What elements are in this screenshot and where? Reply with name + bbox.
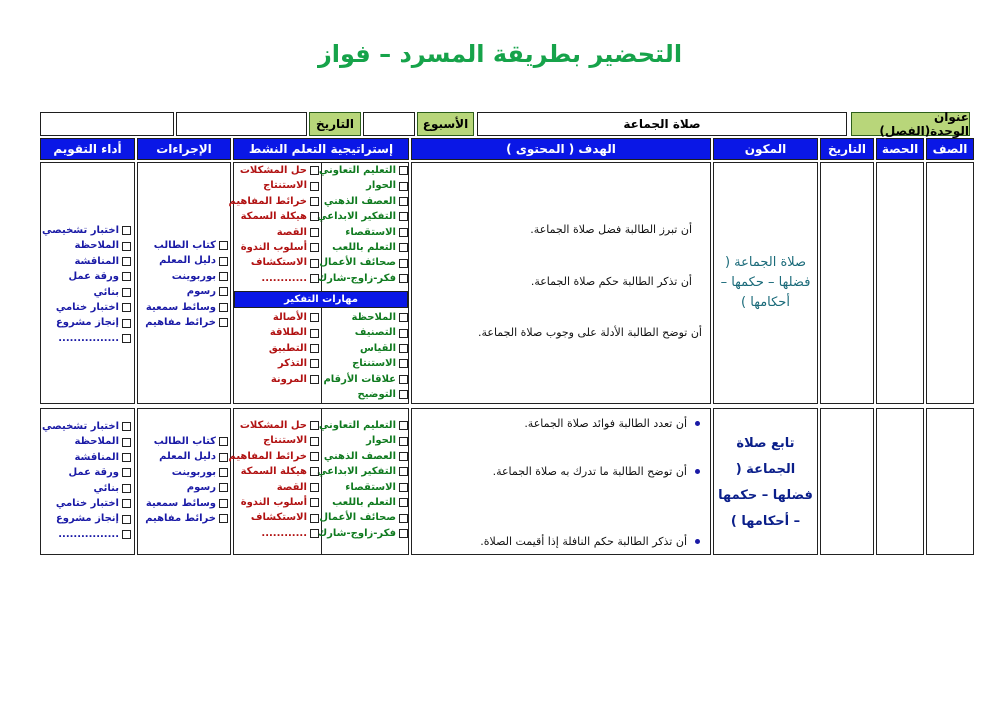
thinking-option-label: التصنيف [354, 327, 396, 339]
checkbox-icon[interactable] [399, 344, 408, 353]
checkbox-icon[interactable] [122, 422, 131, 431]
assessment-option-label: المناقشة [74, 255, 119, 267]
strategy-option-label: هيكلة السمكة [240, 211, 307, 223]
procedure-option-item [145, 300, 228, 315]
strategy-option-label: حل المشكلات [239, 165, 307, 176]
row1-objective-cell [411, 162, 711, 404]
procedure-option-item [145, 449, 228, 464]
procedure-option-item [145, 511, 228, 526]
checkbox-icon[interactable] [122, 288, 131, 297]
procedure-option-item [145, 434, 228, 449]
row1-period-cell[interactable] [876, 162, 924, 404]
thinking-option-item [323, 356, 408, 371]
strategy-option-item [317, 178, 408, 193]
row2-objective-3: أن تذكر الطالبة حكم النافلة إذا أقيمت الصلاة. [480, 535, 687, 548]
strategy-option-label: القصة [276, 481, 307, 493]
checkbox-icon[interactable] [219, 241, 228, 250]
strategy-option-label: الحوار [366, 435, 396, 447]
thinking-option-label: التوضيح [357, 389, 396, 401]
assessment-option-item [42, 465, 131, 480]
strategy-option-item [229, 495, 320, 510]
strategy-option-item [317, 225, 408, 240]
strategy-option-item [317, 271, 408, 286]
strategy-option-item [317, 526, 408, 541]
header-period: الحصة [876, 138, 924, 160]
checkbox-icon[interactable] [399, 452, 408, 461]
checkbox-icon[interactable] [399, 197, 408, 206]
date-field-2[interactable] [176, 112, 307, 136]
strategy-option-item [317, 495, 408, 510]
thinking-option-label: التذكر [277, 358, 307, 370]
checkbox-icon[interactable] [399, 359, 408, 368]
checkbox-icon[interactable] [122, 334, 131, 343]
strategy-option-label: حل المشكلات [239, 420, 307, 431]
procedure-option-item [145, 284, 228, 299]
strategy-option-label: أسلوب الندوة [240, 497, 307, 509]
strategy-option-label: التعلم باللعب [332, 497, 396, 509]
strategy-option-label: ............ [261, 272, 307, 284]
assessment-option-item [42, 511, 131, 526]
procedure-option-label: كتاب الطالب [153, 436, 216, 447]
checkbox-icon[interactable] [122, 272, 131, 281]
assessment-option-item [42, 285, 131, 300]
assessment-option-item [42, 419, 131, 434]
thinking-option-item [323, 341, 408, 356]
checkbox-icon[interactable] [399, 329, 408, 338]
checkbox-icon[interactable] [310, 452, 319, 461]
row2-component: تابع صلاة الجماعة ( فضلها – حكمها – أحكامها ) [718, 436, 813, 529]
procedure-option-label: بوربوينت [171, 466, 216, 478]
thinking-option-item [323, 372, 408, 387]
assessment-option-item [42, 300, 131, 315]
strategy-option-label: فكر-زاوج-شارك [317, 272, 396, 284]
row2-objective-1: أن تعدد الطالبة فوائد صلاة الجماعة. [524, 417, 687, 430]
thinking-option-item [269, 310, 319, 325]
procedure-option-label: خرائط مفاهيم [145, 317, 216, 329]
checkbox-icon[interactable] [310, 182, 319, 191]
assessment-option-label: المناقشة [74, 451, 119, 463]
row1-strategy-list-2 [229, 163, 320, 286]
strategy-option-item [229, 225, 320, 240]
strategy-option-label: العصف الذهني [323, 450, 396, 462]
procedure-option-label: رسوم [186, 286, 216, 298]
checkbox-icon[interactable] [399, 390, 408, 399]
assessment-option-item [42, 223, 131, 238]
checkbox-icon[interactable] [399, 166, 408, 175]
row2-objective-cell [411, 408, 711, 555]
checkbox-icon[interactable] [399, 182, 408, 191]
assessment-option-label: ................ [58, 528, 119, 540]
strategy-option-label: أسلوب الندوة [240, 242, 307, 254]
checkbox-icon[interactable] [399, 313, 408, 322]
checkbox-icon[interactable] [219, 468, 228, 477]
strategy-option-item [317, 433, 408, 448]
procedure-option-label: رسوم [186, 482, 216, 494]
checkbox-icon[interactable] [122, 530, 131, 539]
procedure-option-item [145, 465, 228, 480]
checkbox-icon[interactable] [310, 498, 319, 507]
checkbox-icon[interactable] [310, 243, 319, 252]
header-procedures: الإجراءات [137, 138, 231, 160]
row1-objective-2: أن تذكر الطالبة حكم صلاة الجماعة. [530, 275, 692, 288]
strategy-option-label: فكر-زاوج-شارك [317, 527, 396, 539]
strategy-option-label: التعليم التعاوني [318, 420, 396, 431]
checkbox-icon[interactable] [310, 344, 319, 353]
assessment-option-label: بنائي [93, 286, 119, 298]
strategy-option-label: الاستنتاج [263, 180, 307, 192]
checkbox-icon[interactable] [122, 453, 131, 462]
row1-grade-cell[interactable] [926, 162, 974, 404]
date-label: التاريخ [309, 112, 361, 136]
checkbox-icon[interactable] [122, 499, 131, 508]
procedure-option-label: خرائط مفاهيم [145, 513, 216, 525]
checkbox-icon[interactable] [399, 212, 408, 221]
checkbox-icon[interactable] [122, 242, 131, 251]
strategy-option-label: خرائط المفاهيم [228, 450, 307, 462]
row2-objective-3-item [480, 535, 700, 548]
strategy-option-label: العصف الذهني [323, 195, 396, 207]
checkbox-icon[interactable] [219, 483, 228, 492]
procedure-option-label: دليل المعلم [159, 451, 216, 463]
checkbox-icon[interactable] [219, 437, 228, 446]
unit-title-label: عنوان الوحدة(الفصل) [851, 112, 970, 136]
assessment-option-label: الملاحظة [74, 436, 119, 448]
checkbox-icon[interactable] [219, 287, 228, 296]
strategy-option-label: الاستنتاج [263, 435, 307, 447]
procedure-option-label: كتاب الطالب [153, 240, 216, 251]
checkbox-icon[interactable] [219, 272, 228, 281]
thinking-option-label: التطبيق [268, 342, 307, 354]
thinking-list-2 [269, 310, 319, 387]
assessment-option-label: بنائي [93, 482, 119, 494]
row2-period-cell[interactable] [876, 408, 924, 555]
assessment-option-label: إنجاز مشروع [55, 317, 119, 329]
assessment-option-item [42, 269, 131, 284]
row2-objective-2-item [493, 465, 700, 478]
strategy-option-item [229, 178, 320, 193]
header-component: المكون [713, 138, 818, 160]
row1-component-cell [713, 162, 818, 404]
strategy-option-label: القصة [276, 226, 307, 238]
checkbox-icon[interactable] [219, 318, 228, 327]
thinking-option-label: المرونة [270, 373, 307, 385]
checkbox-icon[interactable] [399, 375, 408, 384]
bullet-icon [695, 539, 700, 544]
checkbox-icon[interactable] [310, 467, 319, 476]
checkbox-icon[interactable] [399, 437, 408, 446]
checkbox-icon[interactable] [219, 514, 228, 523]
header-assessment: أداء التقويم [40, 138, 135, 160]
checkbox-icon[interactable] [122, 438, 131, 447]
row2-strategy-list-1 [317, 418, 408, 541]
strategy-option-label: الاستكشاف [250, 257, 307, 269]
assessment-option-item [42, 254, 131, 269]
strategy-option-label: التعلم باللعب [332, 242, 396, 254]
checkbox-icon[interactable] [399, 259, 408, 268]
procedure-option-item [145, 253, 228, 268]
row2-objective-2: أن توضح الطالبة ما تدرك به صلاة الجماعة. [492, 465, 687, 478]
row1-date-cell[interactable] [820, 162, 874, 404]
strategy-option-item [229, 240, 320, 255]
checkbox-icon[interactable] [399, 514, 408, 523]
strategy-option-item [317, 464, 408, 479]
checkbox-icon[interactable] [310, 375, 319, 384]
checkbox-icon[interactable] [219, 453, 228, 462]
page-title: التحضير بطريقة المسرد – فواز [317, 40, 683, 68]
strategy-option-item [317, 480, 408, 495]
assessment-option-item [42, 527, 131, 542]
checkbox-icon[interactable] [310, 359, 319, 368]
checkbox-icon[interactable] [122, 515, 131, 524]
checkbox-icon[interactable] [310, 212, 319, 221]
assessment-option-label: الملاحظة [74, 240, 119, 252]
strategy-option-label: التفكير الابداعي [317, 211, 396, 223]
bullet-icon [695, 421, 700, 426]
thinking-option-label: علاقات الأرقام [323, 373, 396, 385]
row2-component-cell [713, 408, 818, 555]
unit-title-value: صلاة الجماعة [623, 117, 701, 131]
checkbox-icon[interactable] [122, 319, 131, 328]
checkbox-icon[interactable] [219, 303, 228, 312]
checkbox-icon[interactable] [122, 303, 131, 312]
assessment-option-label: اختبار ختامي [55, 302, 119, 314]
strategy-option-item [317, 255, 408, 270]
procedure-option-label: وسائط سمعية [145, 497, 216, 509]
strategy-option-item [229, 510, 320, 525]
unit-title-field[interactable] [477, 112, 847, 136]
strategy-option-item [229, 433, 320, 448]
strategy-option-label: هيكلة السمكة [240, 466, 307, 478]
checkbox-icon[interactable] [122, 226, 131, 235]
checkbox-icon[interactable] [122, 257, 131, 266]
strategy-option-item [229, 209, 320, 224]
date-field-1[interactable] [40, 112, 174, 136]
bullet-icon [695, 469, 700, 474]
strategy-option-label: الاستقصاء [345, 481, 396, 493]
thinking-option-label: الملاحظة [351, 312, 396, 323]
assessment-option-item [42, 434, 131, 449]
strategy-option-label: الحوار [366, 180, 396, 192]
strategy-option-item [229, 194, 320, 209]
thinking-option-item [269, 325, 319, 340]
thinking-option-item [323, 387, 408, 402]
checkbox-icon[interactable] [310, 166, 319, 175]
strategy-option-item [229, 464, 320, 479]
assessment-option-label: ورقة عمل [68, 467, 119, 479]
row2-grade-cell[interactable] [926, 408, 974, 555]
row2-procedures-list [145, 434, 228, 526]
strategy-option-item [317, 449, 408, 464]
row1-component: صلاة الجماعة ( فضلها – حكمها – أحكامها ) [720, 255, 811, 310]
strategy-option-label: الاستقصاء [345, 226, 396, 238]
strategy-option-item [317, 418, 408, 433]
thinking-option-item [269, 341, 319, 356]
strategy-option-item [317, 194, 408, 209]
checkbox-icon[interactable] [399, 228, 408, 237]
checkbox-icon[interactable] [219, 499, 228, 508]
row1-assessment-list [42, 223, 131, 346]
strategy-option-label: صحائف الأعمال [319, 512, 396, 524]
procedure-option-label: وسائط سمعية [145, 301, 216, 313]
checkbox-icon[interactable] [310, 197, 319, 206]
procedure-option-item [145, 480, 228, 495]
header-objective: الهدف ( المحتوى ) [411, 138, 711, 160]
row2-strategy-list-2 [229, 418, 320, 541]
strategy-option-item [229, 418, 320, 433]
checkbox-icon[interactable] [310, 329, 319, 338]
header-date: التاريخ [820, 138, 874, 160]
assessment-option-label: ................ [58, 332, 119, 344]
checkbox-icon[interactable] [122, 484, 131, 493]
strategy-option-item [229, 255, 320, 270]
row1-objective-1: أن تبرز الطالبة فضل صلاة الجماعة. [530, 223, 692, 236]
checkbox-icon[interactable] [399, 483, 408, 492]
strategy-option-label: التفكير الابداعي [317, 466, 396, 478]
procedure-option-item [145, 496, 228, 511]
thinking-option-label: القياس [359, 342, 396, 354]
checkbox-icon[interactable] [310, 437, 319, 446]
procedure-option-item [145, 315, 228, 330]
assessment-option-item [42, 331, 131, 346]
row2-objective-1-item [524, 417, 700, 430]
strategy-option-label: خرائط المفاهيم [228, 195, 307, 207]
checkbox-icon[interactable] [122, 468, 131, 477]
procedure-option-label: بوربوينت [171, 270, 216, 282]
header-grade: الصف [926, 138, 974, 160]
row1-objective-3: أن توضح الطالبة الأدلة على وجوب صلاة الجماعة. [478, 326, 702, 339]
checkbox-icon[interactable] [310, 259, 319, 268]
strategy-option-item [317, 510, 408, 525]
checkbox-icon[interactable] [399, 529, 408, 538]
strategy-option-label: التعليم التعاوني [318, 165, 396, 176]
thinking-skills-header: مهارات التفكير [234, 291, 408, 308]
checkbox-icon[interactable] [219, 257, 228, 266]
week-label: الأسبوع [417, 112, 474, 136]
header-strategy: إستراتيجية التعلم النشط [233, 138, 409, 160]
row1-strategy-list-1 [317, 163, 408, 286]
week-field[interactable] [363, 112, 415, 136]
procedure-option-label: دليل المعلم [159, 255, 216, 267]
thinking-option-item [323, 325, 408, 340]
checkbox-icon[interactable] [399, 274, 408, 283]
strategy-option-label: الاستكشاف [250, 512, 307, 524]
strategy-option-item [229, 449, 320, 464]
assessment-option-label: اختبار تشخيصي [42, 225, 119, 236]
strategy-option-item [229, 271, 320, 286]
procedure-option-item [145, 238, 228, 253]
checkbox-icon[interactable] [399, 243, 408, 252]
checkbox-icon[interactable] [399, 467, 408, 476]
row1-procedures-list [145, 238, 228, 330]
strategy-option-item [229, 163, 320, 178]
assessment-option-item [42, 238, 131, 253]
thinking-option-item [323, 310, 408, 325]
thinking-list-1 [323, 310, 408, 402]
strategy-option-item [229, 526, 320, 541]
checkbox-icon[interactable] [310, 421, 319, 430]
checkbox-icon[interactable] [399, 421, 408, 430]
strategy-option-item [317, 163, 408, 178]
strategy-option-label: صحائف الأعمال [319, 257, 396, 269]
row2-date-cell[interactable] [820, 408, 874, 555]
thinking-option-label: الطلاقة [269, 327, 307, 339]
assessment-option-item [42, 496, 131, 511]
checkbox-icon[interactable] [310, 529, 319, 538]
thinking-option-item [269, 372, 319, 387]
assessment-option-label: اختبار ختامي [55, 498, 119, 510]
checkbox-icon[interactable] [399, 498, 408, 507]
thinking-option-item [269, 356, 319, 371]
assessment-option-item [42, 481, 131, 496]
assessment-option-label: اختبار تشخيصي [42, 421, 119, 432]
thinking-option-label: الأصالة [272, 312, 307, 323]
thinking-divider [321, 308, 322, 403]
procedure-option-item [145, 269, 228, 284]
assessment-option-item [42, 315, 131, 330]
strategy-option-item [317, 209, 408, 224]
row2-assessment-list [42, 419, 131, 542]
checkbox-icon[interactable] [310, 483, 319, 492]
checkbox-icon[interactable] [310, 313, 319, 322]
strategy-option-item [317, 240, 408, 255]
strategy-option-item [229, 480, 320, 495]
checkbox-icon[interactable] [310, 228, 319, 237]
checkbox-icon[interactable] [310, 514, 319, 523]
assessment-option-label: ورقة عمل [68, 271, 119, 283]
assessment-option-label: إنجاز مشروع [55, 513, 119, 525]
assessment-option-item [42, 450, 131, 465]
thinking-option-label: الاستنتاج [352, 358, 396, 370]
strategy-option-label: ............ [261, 527, 307, 539]
checkbox-icon[interactable] [310, 274, 319, 283]
